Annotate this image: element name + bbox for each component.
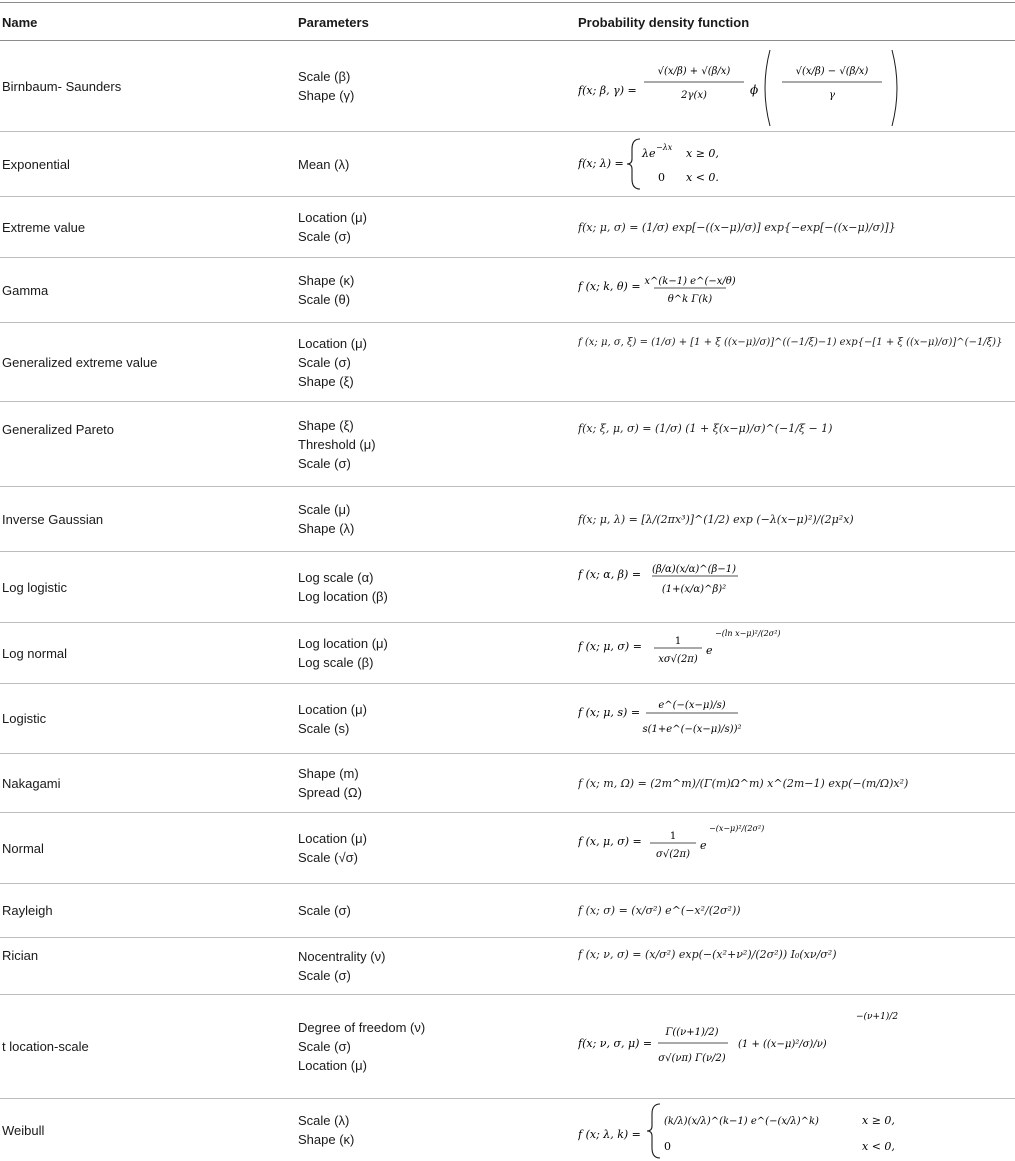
pdf-numerator: √(x/β) + √(β/x) (657, 66, 731, 77)
row-pdf (578, 754, 1015, 812)
pdf-lhs: f(x; β, γ) = (578, 84, 637, 97)
row-name: Logistic (2, 711, 47, 726)
row-pdf (578, 623, 1015, 683)
row-params (298, 402, 568, 486)
param: Scale (σ) (298, 1039, 351, 1054)
pdf-bracket-term: (1 + ((x−μ)²/σ)/ν) (738, 1038, 827, 1050)
pdf-exponent: −λx (656, 143, 673, 152)
pdf-case: 0 (664, 1140, 671, 1153)
table-row (0, 487, 1015, 551)
row-name: Gamma (2, 282, 49, 298)
header-parameters: Parameters (298, 14, 369, 30)
row-params (298, 754, 568, 812)
pdf-formula (578, 624, 1015, 682)
row-pdf (578, 258, 1015, 322)
pdf-lhs: f (x; λ, k) = (578, 1128, 641, 1141)
pdf-formula (578, 42, 1015, 130)
pdf-lhs: f (x; k, θ) = (578, 280, 641, 293)
table-row (0, 323, 1015, 401)
row-name: Exponential (2, 156, 70, 172)
pdf-base: e (700, 839, 707, 852)
param: Shape (γ) (298, 88, 355, 103)
table-row (0, 754, 1015, 812)
row-name: Generalized Pareto (2, 422, 115, 437)
pdf-formula (578, 997, 1015, 1097)
pdf-formula: f (x; μ, σ, ξ) = (1/σ) + [1 + ξ ((x−μ)/σ)]^((−1/ξ)−1) exp{−[1 + ξ ((x−μ)/σ)]^(−1/ξ)} (578, 337, 1003, 348)
pdf-denominator: σ√(2π) (656, 849, 690, 860)
param: Log scale (α) (298, 570, 374, 585)
param: Location (μ) (298, 831, 367, 846)
pdf-numerator: (β/α)(x/α)^(β−1) (652, 564, 736, 575)
pdf-lhs: f (x; μ, σ) = (578, 640, 642, 653)
pdf-exponent: −(ln x−μ)²/(2σ²) (715, 629, 781, 638)
row-name: Log logistic (2, 579, 68, 595)
pdf-formula: f(x; ξ, μ, σ) = (1/σ) (1 + ξ(x−μ)/σ)^(−1/ξ − 1) (578, 422, 833, 435)
table-row (0, 995, 1015, 1098)
pdf-condition: x < 0. (686, 171, 719, 184)
pdf-case: 0 (658, 171, 665, 184)
table-row (0, 684, 1015, 753)
table-row (0, 813, 1015, 883)
param: Scale (s) (298, 720, 350, 736)
row-pdf (578, 197, 1015, 257)
param: Shape (ξ) (298, 417, 354, 433)
pdf-condition: x < 0, (862, 1140, 895, 1153)
table-row (0, 623, 1015, 683)
param: Scale (σ) (298, 903, 351, 918)
param: Log location (β) (298, 589, 388, 604)
row-pdf (578, 132, 1015, 196)
pdf-formula (578, 554, 1015, 620)
header-name: Name (2, 14, 38, 30)
pdf-formula (578, 815, 1015, 881)
pdf-numerator: 1 (674, 636, 682, 647)
row-name: Rician (2, 948, 39, 963)
row-name: Inverse Gaussian (2, 511, 104, 527)
pdf-case: λe (642, 147, 656, 160)
pdf-lhs: f (x; α, β) = (578, 568, 642, 581)
pdf-case: (k/λ)(x/λ)^(k−1) e^(−(x/λ)^k) (664, 1116, 819, 1127)
pdf-denominator: 2γ(x) (681, 90, 707, 101)
param: Log scale (β) (298, 655, 374, 670)
row-params (298, 132, 568, 196)
pdf-exponent: −(ν+1)/2 (856, 1011, 899, 1022)
pdf-base: e (706, 644, 713, 657)
table-row (0, 1099, 1015, 1161)
pdf-formula: f(x; μ, λ) = [λ/(2πx³)]^(1/2) exp (−λ(x−μ)²)/(2μ²x) (578, 512, 854, 526)
param: Scale (σ) (298, 455, 351, 471)
pdf-condition: x ≥ 0, (862, 1114, 895, 1127)
row-params (298, 995, 568, 1098)
pdf-lhs: f(x; λ) = (578, 157, 624, 170)
row-params (298, 884, 568, 937)
pdf-numerator: x^(k−1) e^(−x/θ) (644, 276, 736, 287)
row-params (298, 684, 568, 753)
param: Shape (λ) (298, 521, 355, 536)
param: Scale (μ) (298, 502, 351, 517)
param: Mean (λ) (298, 156, 350, 172)
row-pdf (578, 995, 1015, 1098)
table-row (0, 552, 1015, 622)
row-name: Log normal (2, 645, 68, 661)
row-name: t location-scale (2, 1039, 89, 1054)
pdf-exponent: −(x−μ)²/(2σ²) (709, 824, 765, 833)
pdf-numerator: √(x/β) − √(β/x) (795, 66, 869, 77)
pdf-formula: f(x; μ, σ) = (1/σ) exp[−((x−μ)/σ)] exp{−exp[−((x−μ)/σ)]} (578, 220, 896, 234)
param: Shape (κ) (298, 1132, 355, 1147)
row-params (298, 552, 568, 622)
pdf-denominator: s(1+e^(−(x−μ)/s))² (642, 723, 742, 735)
pdf-formula (578, 686, 1015, 752)
row-pdf (578, 552, 1015, 622)
row-pdf (578, 487, 1015, 551)
table-row (0, 402, 1015, 486)
pdf-formula (578, 1100, 1015, 1160)
param: Scale (β) (298, 69, 351, 84)
row-name: Normal (2, 840, 44, 856)
row-pdf (578, 1099, 1015, 1161)
param: Spread (Ω) (298, 785, 362, 800)
row-name: Generalized extreme value (2, 354, 158, 370)
row-pdf (578, 41, 1015, 131)
row-params (298, 323, 568, 401)
pdf-denominator: xσ√(2π) (658, 654, 698, 665)
row-params (298, 623, 568, 683)
param: Threshold (μ) (298, 436, 376, 452)
pdf-formula: f (x; σ) = (x/σ²) e^(−x²/(2σ²)) (578, 904, 741, 917)
param: Scale (√σ) (298, 850, 358, 865)
row-params (298, 487, 568, 551)
pdf-lhs: f (x, μ, σ) = (578, 835, 642, 848)
param: Degree of freedom (ν) (298, 1020, 426, 1035)
table-row (0, 258, 1015, 322)
header-row (0, 4, 1015, 40)
pdf-denominator: γ (829, 90, 835, 101)
param: Scale (θ) (298, 292, 351, 307)
table-row (0, 132, 1015, 196)
pdf-numerator: Γ((ν+1)/2) (665, 1026, 719, 1038)
param: Nocentrality (ν) (298, 949, 386, 964)
param: Location (μ) (298, 701, 367, 717)
table-row (0, 938, 1015, 994)
row-params (298, 258, 568, 322)
row-pdf (578, 402, 1015, 486)
pdf-denominator: σ√(νπ) Γ(ν/2) (658, 1052, 726, 1064)
table-top-rule (0, 2, 1015, 3)
pdf-numerator: e^(−(x−μ)/s) (658, 699, 726, 711)
row-name: Extreme value (2, 219, 86, 235)
row-pdf (578, 813, 1015, 883)
row-name: Birnbaum- Saunders (2, 78, 122, 94)
pdf-formula: f (x; m, Ω) = (2m^m)/(Γ(m)Ω^m) x^(2m−1) exp(−(m/Ω)x²) (578, 776, 909, 790)
table-row (0, 41, 1015, 131)
row-params (298, 197, 568, 257)
row-name: Nakagami (2, 775, 61, 791)
pdf-numerator: 1 (669, 831, 677, 842)
param: Scale (σ) (298, 229, 351, 244)
header-pdf: Probability density function (578, 14, 750, 30)
pdf-denominator: (1+(x/α)^β)² (661, 584, 727, 595)
pdf-formula: f (x; ν, σ) = (x/σ²) exp(−(x²+ν²)/(2σ²)) I₀(xν/σ²) (578, 948, 837, 961)
pdf-condition: x ≥ 0, (686, 147, 719, 160)
row-pdf (578, 938, 1015, 994)
row-name: Rayleigh (2, 903, 53, 918)
pdf-denominator: θ^k Γ(k) (667, 294, 713, 305)
row-pdf (578, 884, 1015, 937)
pdf-formula (578, 260, 1015, 320)
param: Log location (μ) (298, 636, 388, 651)
row-params (298, 938, 568, 994)
param: Shape (κ) (298, 273, 355, 288)
row-pdf (578, 684, 1015, 753)
param: Scale (σ) (298, 968, 351, 983)
table-row (0, 197, 1015, 257)
pdf-formula (578, 133, 1015, 195)
param: Shape (m) (298, 766, 359, 781)
param: Location (μ) (298, 1058, 367, 1073)
row-name: Weibull (2, 1122, 45, 1138)
row-params (298, 41, 568, 131)
param: Location (μ) (298, 335, 367, 351)
param: Location (μ) (298, 210, 367, 225)
pdf-lhs: f(x; ν, σ, μ) = (578, 1036, 653, 1050)
row-params (298, 1099, 568, 1161)
table-row (0, 884, 1015, 937)
pdf-symbol: ϕ (750, 83, 759, 97)
row-pdf (578, 323, 1015, 401)
param: Scale (λ) (298, 1113, 350, 1128)
param: Scale (σ) (298, 354, 351, 370)
pdf-lhs: f (x; μ, s) = (578, 705, 641, 719)
param: Shape (ξ) (298, 373, 354, 389)
row-params (298, 813, 568, 883)
